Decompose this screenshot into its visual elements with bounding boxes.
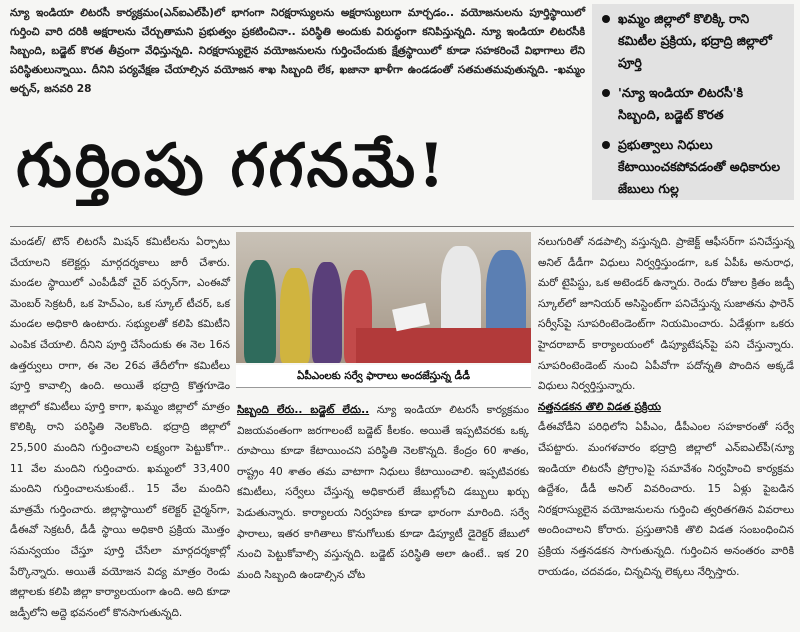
article-column-3 [538, 232, 794, 582]
column-3-text-a: నలుగురితో నడపాల్సి వస్తున్నది. ప్రాజెక్ట్ ఆఫీసర్‌గా పనిచేస్తున్న అనిల్ డీడీగా విధులు నిర్వర్తిస్తుండగా, ఒక ఏపీఓ అనురాధ, మరో టైపిస్టు, ఒక అటెండర్ ఉన్నారు. రెండు రోజుల క్రితం జడ్పీ స్కూల్‌లో జూనియర్ అసిస్టెంట్‌గా పనిచేస్తున్న సుజాతను ఫారెన్ సర్వీస్‌పై సూపరింటెండెంట్‌గా నియమించారు. ఏడేళ్లుగా ఒకరు హైదరాబాద్ కార్యాలయంలో డిప్యూటేషన్‌పై పని చేస్తున్నారు. సూపరింటెండెంట్ నుంచి ఏపీవోగా పదోన్నతి పొందిన అక్కడే విధులు నిర్వర్తిస్తున్నారు. [538, 236, 794, 393]
column-3-text-b: డీఈవోడీని పరిధిలోని ఏపీఎం, డీపీఎంల సహకారంతో సర్వే చేపట్టారు. మంగళవారం భద్రాద్రి జిల్లాలో ఎన్‌ఐఎల్‌పీ(న్యూ ఇండియా లిటరసీ ప్రోగ్రాం)పై సమావేశం నిర్వహించి కార్యక్రమ ఉద్దేశం, డీడీ అనిల్ వివరించారు. 15 ఏళ్లు పైబడిన నిరక్షరాస్యులైన వయోజనులను గుర్తించి త్వరితగతిన వివరాలు అందించాలని కోరారు. ప్రస్తుతానికి తొలి విడత సంబంధించిన ప్రక్రియ నత్తనడకన సాగుతున్నది. గుర్తించిన అనంతరం వారికి రాయడం, చదవడం, చిన్నచిన్న లెక్కలు నేర్పిస్తారు. [538, 421, 794, 578]
news-photo [236, 232, 531, 363]
subheading: సిబ్బంది లేరు.. బడ్జెట్ లేదు.. [237, 404, 370, 416]
intro-paragraph: న్యూ ఇండియా లిటరసీ కార్యక్రమం(ఎన్‌ఐఎల్‌పీ)లో భాగంగా నిరక్షరాస్యులను అక్షరాస్యులుగా మార్చడం.. వయోజనులను పూర్తిస్థాయిలో గుర్తించి వారి దరికి అక్షరాలను చేర్చుతామని ప్రభుత్వం ప్రకటించినా.. పరిస్థితి అందుకు విరుద్ధంగా కనిపిస్తున్నది. న్యూ ఇండియా లిటరసీకి సిబ్బంది, బడ్జెట్ కొరత తీవ్రంగా వేధిస్తున్నది. నిరక్షరాస్యులైన వయోజనులను గుర్తించేందుకు క్షేత్రస్థాయిలో కూడా సహకరించే విభాగాలు లేని పరిస్థితులున్నాయి. దీనిని పర్యవేక్షణ చేయాల్సిన వయోజన శాఖ సిబ్బంది లేక, ఖజానా ఖాళీగా ఉండడంతో సతమతమవుతున్నది. -ఖమ్మం అర్బన్, జనవరి 28 [10, 7, 585, 95]
highlights-box [592, 4, 794, 200]
highlights-list [598, 8, 788, 200]
divider [10, 226, 794, 227]
highlight-item: ఖమ్మం జిల్లాలో కొలిక్కి రాని కమిటీల ప్రక్రియ, భద్రాద్రి జిల్లాలో పూర్తి [598, 8, 788, 74]
highlight-item: ప్రభుత్వాలు నిధులు కేటాయించకపోవడంతో అధికారుల జేబులు గుల్ల [598, 134, 788, 200]
photo-caption: ఏపీఎంలకు సర్వే ఫారాలు అందజేస్తున్న డీడీ [236, 365, 531, 388]
article-column-2 [237, 400, 529, 585]
subheading: నత్తనడకన తొలి విడత ప్రక్రియ [538, 400, 662, 413]
highlight-item: 'న్యూ ఇండియా లిటరసీ'కి సిబ్బంది, బడ్జెట్ కొరత [598, 82, 788, 126]
column-2-text: న్యూ ఇండియా లిటరసీ కార్యక్రమం విజయవంతంగా జరగాలంటే బడ్జెట్ కీలకం. అయితే ఇప్పటివరకు ఒక్క రూపాయి కూడా కేటాయించని పరిస్థితి నెలకొన్నది. కేంద్రం 60 శాతం, రాష్ట్రం 40 శాతం తమ వాటాగా నిధులు కేటాయించాలి. ఇప్పటివరకు కమిటీలు, సర్వేలు చేస్తున్న అధికారులే జేబుల్లోంచి డబ్బులు ఖర్చు పెడుతున్నారు. కార్యాలయ నిర్వహణ కూడా భారంగా మారింది. సర్వే ఫారాలు, ఇతర కాగితాలు కొనుగోలుకు కూడా డిప్యూటీ డైరెక్టర్ జేబులో నుంచి పెట్టుకోవాల్సి వస్తున్నది. బడ్జెట్ పరిస్థితి అలా ఉంటే.. ఇక 20 మంది సిబ్బంది ఉండాల్సిన చోట [237, 404, 529, 581]
headline: గుర్తింపు గగనమే! [16, 131, 448, 201]
article-column-1: మండల్/ టౌన్ లిటరసీ మిషన్ కమిటీలను ఏర్పాటు చేయాలని కలెక్టర్లు మార్గదర్శకాలు జారీ చేశారు. మండల స్థాయిలో ఎంపీడీవో చైర్ పర్సన్‌గా, ఎంఈవో మెంబర్ సెక్రటరీ, ఒక హెచ్‌ఎం, ఒక స్కూల్ టీచర్, ఒక మండల అధికారి ఉంటారు. సభ్యులతో కలిపి కమిటీని ఎంపిక చేయాలి. దీనిని పూర్తి చేసేందుకు ఈ నెల 16న ఉత్తర్వులు రాగా, ఈ నెల 26వ తేదీలోగా కమిటీలు పూర్తి కావాల్సి ఉంది. అయితే భద్రాద్రి కొత్తగూడెం జిల్లాలో కమిటీలు పూర్తి కాగా, ఖమ్మం జిల్లాలో మాత్రం కొలిక్కి రాని పరిస్థితి నెలకొంది. భద్రాద్రి జిల్లాలో 25,500 మందిని గుర్తించాలని లక్ష్యంగా పెట్టుకోగా.. 11 వేల మందిని గుర్తించారు. ఖమ్మంలో 33,400 మందిని గుర్తించాలనుకుంటే.. 15 వేల మందిని మాత్రమే గుర్తించారు. జిల్లాస్థాయిలో కలెక్టర్ చైర్మన్‌గా, డీఈవో సెక్రటరీ, డీడీ స్థాయి అధికారి ప్రక్రియ మొత్తం సమన్వయం చేస్తూ పూర్తి చేసేలా మార్గదర్శకాల్లో పేర్కొన్నారు. అయితే వయోజన విద్య మాత్రం రెండు జిల్లాలకు కలిపి జిల్లా కార్యాలయంగా ఉంది. అది కూడా జడ్పీలోని అద్దె భవనంలో కొనసాగుతున్నది. [10, 236, 230, 619]
